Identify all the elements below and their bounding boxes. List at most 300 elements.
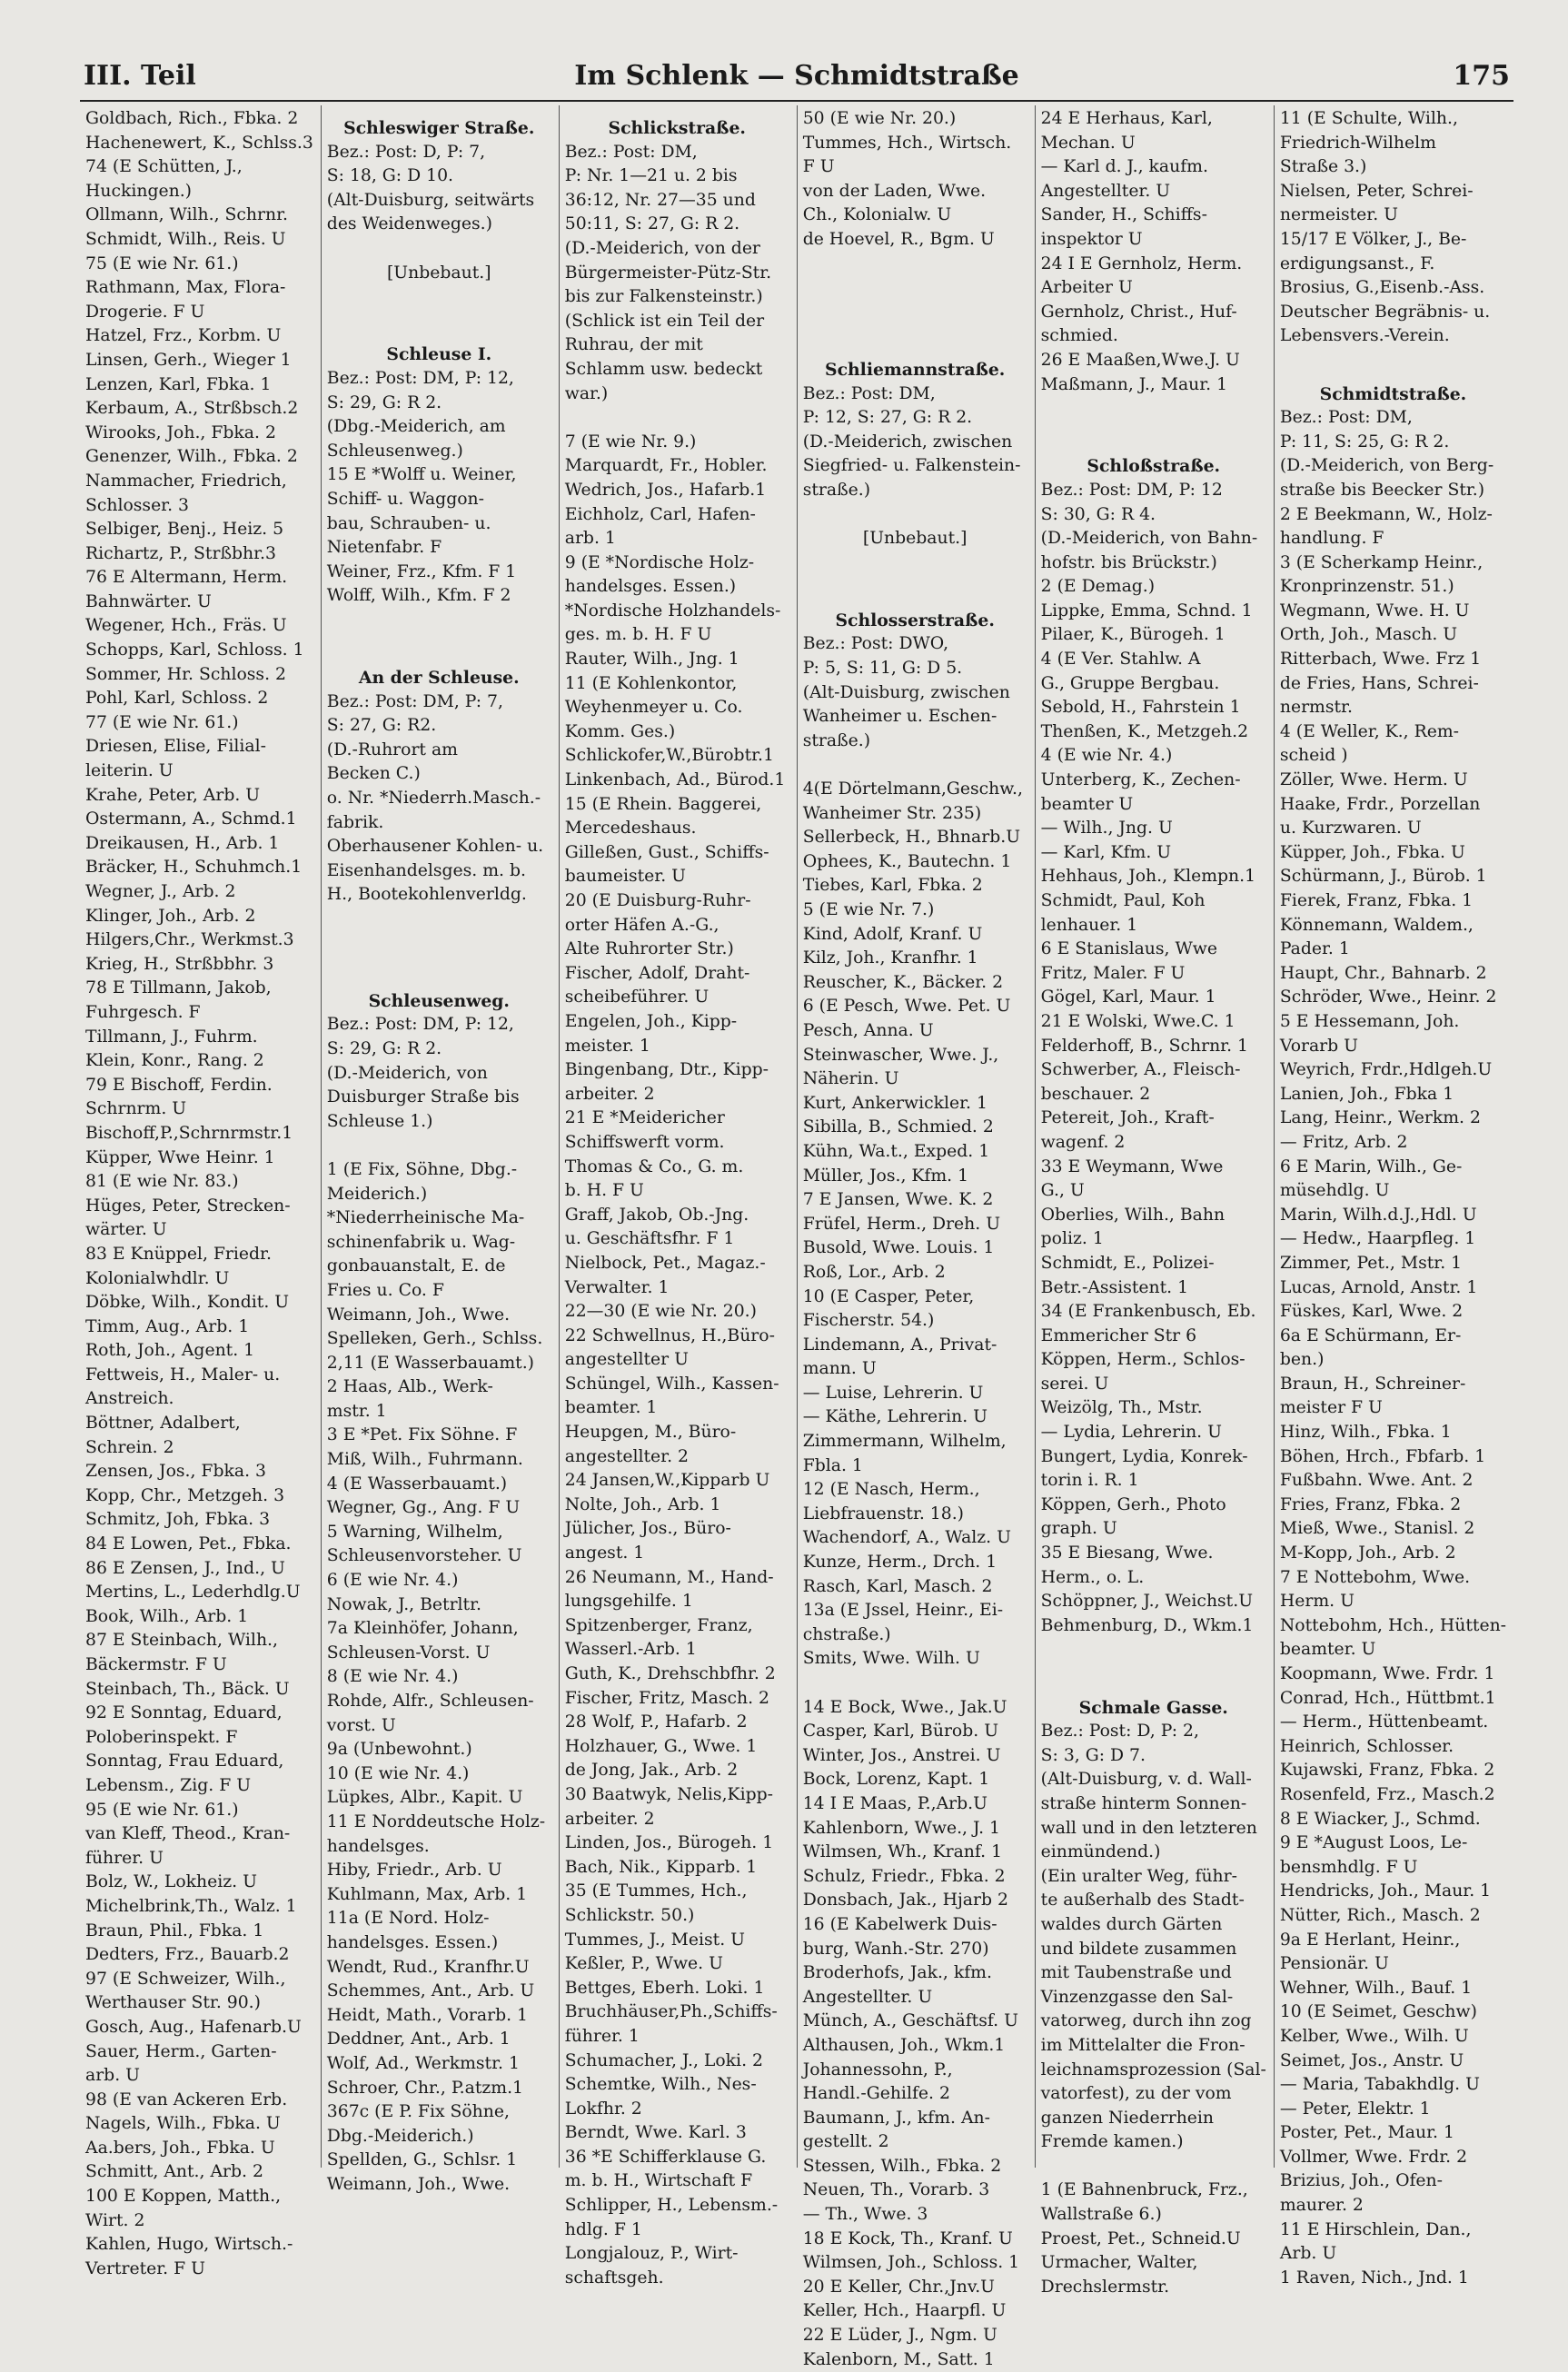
directory-line: Mechan. U <box>1040 133 1136 153</box>
directory-line: Fries, Franz, Fbka. 2 <box>1279 1494 1462 1514</box>
directory-line: mstr. 1 <box>326 1401 387 1421</box>
directory-line: 15 E *Wolff u. Weiner, <box>326 465 517 485</box>
directory-line: ben.) <box>1279 1350 1325 1370</box>
directory-line: Spellden, G., Schlsr. 1 <box>326 2150 518 2170</box>
directory-line: poliz. 1 <box>1040 1229 1104 1249</box>
directory-line: Wegner, Gg., Ang. F U <box>326 1498 521 1518</box>
directory-line: Sebold, H., Fahrstein 1 <box>1040 698 1241 718</box>
directory-line: P: 5, S: 11, G: D 5. <box>802 659 963 679</box>
directory-line: angestellter U <box>564 1350 689 1370</box>
directory-line: 18 E Kock, Th., Kranf. U <box>802 2228 1013 2248</box>
directory-line: Schleuse 1.) <box>326 1111 433 1131</box>
directory-line: Köppen, Herm., Schlos- <box>1040 1350 1245 1370</box>
directory-line: — Lydia, Lehrerin. U <box>1040 1423 1222 1443</box>
directory-line <box>327 237 551 262</box>
directory-line: S: 3, G: D 7. <box>1040 1745 1146 1765</box>
directory-line: Bahnwärter. U <box>85 591 212 611</box>
directory-line: Schmidt, E., Polizei- <box>1040 1253 1215 1273</box>
directory-line: Krahe, Peter, Arb. U <box>85 785 261 805</box>
directory-line: Pensionär. U <box>1279 1954 1389 1974</box>
directory-line: Eisenhandelsges. m. b. <box>326 860 526 880</box>
directory-line: 100 E Koppen, Matth., <box>85 2187 282 2207</box>
directory-line: Gilleßen, Gust., Schiffs- <box>564 842 769 862</box>
directory-line: Wilmsen, Joh., Schloss. 1 <box>802 2253 1020 2273</box>
directory-line: Fischerstr. 54.) <box>802 1311 935 1331</box>
column-6 <box>1275 105 1513 2288</box>
directory-line: 5 Warning, Wilhelm, <box>326 1522 503 1542</box>
directory-line: ganzen Niederrhein <box>1040 2108 1215 2128</box>
directory-line: Schlosserstraße. <box>835 610 995 630</box>
directory-line: meister F U <box>1279 1398 1383 1418</box>
directory-line: Braun, H., Schreiner- <box>1279 1374 1466 1394</box>
directory-line: Wilmsen, Wh., Kranf. 1 <box>802 1842 1003 1862</box>
directory-line: Heupgen, M., Büro- <box>564 1423 737 1443</box>
directory-line: 74 (E Schütten, J., <box>85 157 243 177</box>
directory-line: Bischoff,P.,Schrnrmstr.1 <box>85 1123 293 1143</box>
directory-line: 11a (E Nord. Holz- <box>326 1909 490 1929</box>
directory-line: Spitzenberger, Franz, <box>564 1615 753 1635</box>
directory-line: Haupt, Chr., Bahnarb. 2 <box>1279 963 1487 983</box>
directory-line: Schemmes, Ant., Arb. U <box>326 1981 535 2001</box>
directory-line: Busold, Wwe. Louis. 1 <box>802 1238 995 1258</box>
directory-line: Bolz, W., Lokheiz. U <box>85 1872 257 1892</box>
directory-line: Lenzen, Karl, Fbka. 1 <box>85 374 272 394</box>
directory-line: Lanien, Joh., Fbka 1 <box>1279 1084 1454 1104</box>
directory-line: Nielsen, Peter, Schrei- <box>1279 181 1474 201</box>
directory-line: Becken C.) <box>326 764 421 784</box>
directory-line: Neuen, Th., Vorarb. 3 <box>802 2180 990 2200</box>
directory-line: bau, Schrauben- u. <box>326 513 491 533</box>
directory-line: G., U <box>1040 1181 1085 1201</box>
directory-line: 9a (Unbewohnt.) <box>326 1740 472 1760</box>
directory-line: Kolonialwhdlr. U <box>85 1268 230 1288</box>
directory-line <box>1041 1638 1266 1662</box>
directory-line: Angestellter. U <box>802 1987 933 2007</box>
directory-line: Ollmann, Wilh., Schrnr. <box>85 205 288 225</box>
directory-line: Wegmann, Wwe. H. U <box>1279 600 1470 620</box>
directory-line: Gernholz, Christ., Huf- <box>1040 302 1237 322</box>
directory-line: Wegener, Hch., Fräs. U <box>85 616 287 636</box>
directory-line: Pilaer, K., Bürogeh. 1 <box>1040 625 1226 645</box>
directory-line: Wirt. 2 <box>85 2210 145 2230</box>
directory-line: Rohde, Alfr., Schleusen- <box>326 1692 534 1711</box>
directory-line: Hilgers,Chr., Werkmst.3 <box>85 930 294 950</box>
directory-line: Heinrich, Schlosser. <box>1279 1736 1454 1756</box>
directory-line: (D.-Ruhrort am <box>326 739 458 759</box>
directory-line: Althausen, Joh., Wkm.1 <box>802 2035 1006 2055</box>
directory-line <box>1041 2155 1266 2179</box>
directory-line: (Schlick ist ein Teil der <box>564 311 765 331</box>
directory-line: Miß, Wilh., Fuhrmann. <box>326 1450 523 1470</box>
directory-line: Schlickstr. 50.) <box>564 1905 695 1925</box>
directory-line: Ruhrau, der mit <box>564 335 703 355</box>
directory-line: u. Kurzwaren. U <box>1279 819 1422 839</box>
directory-line: angest. 1 <box>564 1543 645 1563</box>
directory-line: leichnamsprozession (Sal- <box>1040 2059 1266 2079</box>
directory-line: 36 *E Schifferklause G. <box>564 2147 767 2167</box>
directory-line: 14 I E Maas, P.,Arb.U <box>802 1793 987 1813</box>
directory-line: Wallstraße 6.) <box>1040 2205 1162 2225</box>
directory-line: müsehdlg. U <box>1279 1181 1390 1201</box>
directory-line: Nammacher, Friedrich, <box>85 471 287 491</box>
directory-line: Petereit, Joh., Kraft- <box>1040 1108 1215 1128</box>
directory-line: Brizius, Joh., Ofen- <box>1279 2171 1443 2191</box>
directory-line: Reuscher, K., Bäcker. 2 <box>802 972 1004 992</box>
directory-line: 3 (E Scherkamp Heinr., <box>1279 552 1484 572</box>
directory-line: 20 (E Duisburg-Ruhr- <box>564 891 751 910</box>
directory-line: 21 E *Meidericher <box>564 1108 725 1128</box>
directory-line: *Nordische Holzhandels- <box>564 600 781 620</box>
directory-line: Lippke, Emma, Schnd. 1 <box>1040 600 1253 620</box>
directory-line: Bez.: Post: DM, P: 12 <box>1040 480 1223 500</box>
directory-line: — Fritz, Arb. 2 <box>1279 1132 1408 1152</box>
directory-line: Küpper, Joh., Fbka. U <box>1279 842 1465 862</box>
directory-line: (Alt-Duisburg, zwischen <box>802 682 1010 702</box>
directory-line: P: 11, S: 25, G: R 2. <box>1279 432 1450 452</box>
directory-line: Holzhauer, G., Wwe. 1 <box>564 1736 758 1756</box>
directory-line: Bingenbang, Dtr., Kipp- <box>564 1060 769 1080</box>
directory-line: Schlickofer,W.,Bürobtr.1 <box>564 746 774 766</box>
directory-line: maurer. 2 <box>1279 2196 1364 2216</box>
directory-line: leiterin. U <box>85 761 174 781</box>
directory-line: Donsbach, Jak., Hjarb 2 <box>802 1891 1008 1911</box>
directory-line: arb. 1 <box>564 529 616 549</box>
directory-line: Johannessohn, P., <box>802 2059 953 2079</box>
directory-line: Drogerie. F U <box>85 302 205 322</box>
directory-line: Duisburger Straße bis <box>326 1087 520 1107</box>
directory-line: fabrik. <box>326 812 384 832</box>
directory-line: Müller, Jos., Kfm. 1 <box>802 1166 969 1186</box>
directory-line: Wanheimer Str. 235) <box>802 803 982 823</box>
directory-line: Ch., Kolonialw. U <box>802 205 952 225</box>
directory-line <box>327 932 551 957</box>
directory-line: angestellter. 2 <box>564 1446 689 1466</box>
directory-line: Tummes, Hch., Wirtsch. <box>802 133 1012 153</box>
directory-line: Timm, Aug., Arb. 1 <box>85 1316 250 1336</box>
directory-line: Böttner, Adalbert, <box>85 1414 241 1434</box>
directory-line: Schlickstraße. <box>608 118 746 138</box>
directory-line: vorst. U <box>326 1715 396 1735</box>
directory-line: Broderhofs, Jak., kfm. <box>802 1963 992 1983</box>
directory-line: Wendt, Rud., Kranfhr.U <box>326 1957 530 1977</box>
directory-line: Schwerber, A., Fleisch- <box>1040 1060 1241 1080</box>
directory-line: 6a E Schürmann, Er- <box>1279 1325 1462 1345</box>
directory-line: (Ein uralter Weg, führ- <box>1040 1866 1237 1886</box>
directory-line: Tillmann, J., Fuhrm. <box>85 1027 258 1047</box>
directory-line: 1 Raven, Nich., Jnd. 1 <box>1279 2268 1469 2288</box>
directory-line: 83 E Knüppel, Friedr. <box>85 1244 272 1264</box>
directory-line: Wanheimer u. Eschen- <box>802 707 997 727</box>
directory-line: Sander, H., Schiffs- <box>1040 205 1207 225</box>
directory-line: Behmenburg, D., Wkm.1 <box>1040 1615 1254 1635</box>
directory-line: ges. m. b. H. F U <box>564 625 712 645</box>
directory-line: 15/17 E Völker, J., Be- <box>1279 229 1467 249</box>
directory-line: gonbauanstalt, E. de <box>326 1256 506 1276</box>
directory-line: Könnemann, Waldem., <box>1279 915 1474 935</box>
directory-line: Bäckermstr. F U <box>85 1655 227 1674</box>
directory-line: wagenf. 2 <box>1040 1132 1126 1152</box>
directory-line: Tiebes, Karl, Fbka. 2 <box>802 876 983 896</box>
directory-line: S: 29, G: R 2. <box>326 1038 442 1058</box>
directory-line: 11 E Hirschlein, Dan., <box>1279 2219 1472 2239</box>
directory-line: handelsges. Essen.) <box>564 577 737 597</box>
directory-line: Roß, Lor., Arb. 2 <box>802 1262 946 1282</box>
directory-line: Wegner, J., Arb. 2 <box>85 882 236 901</box>
directory-line <box>327 285 551 310</box>
directory-line: 26 Neumann, M., Hand- <box>564 1567 774 1587</box>
directory-line: Aa.bers, Joh., Fbka. U <box>85 2138 275 2158</box>
directory-line: Heidt, Math., Vorarb. 1 <box>326 2005 528 2025</box>
directory-line: Klein, Konr., Rang. 2 <box>85 1051 264 1071</box>
directory-line: Seimet, Jos., Anstr. U <box>1279 2050 1464 2070</box>
directory-line <box>327 632 551 657</box>
directory-line: Weimann, Joh., Wwe. <box>326 2174 511 2194</box>
directory-line: Braun, Phil., Fbka. 1 <box>85 1920 264 1940</box>
directory-line: Genenzer, Wilh., Fbka. 2 <box>85 447 298 467</box>
directory-line <box>1041 422 1266 446</box>
directory-line: Vorarb U <box>1279 1036 1358 1056</box>
directory-line: Drechslermstr. <box>1040 2277 1170 2297</box>
directory-line: Lebensvers.-Verein. <box>1279 326 1450 346</box>
directory-line: Bez.: Post: DM, <box>802 383 936 403</box>
directory-line: Steinwascher, Wwe. J., <box>802 1045 999 1065</box>
directory-line: Hendricks, Joh., Maur. 1 <box>1279 1881 1492 1901</box>
directory-line: 367c (E P. Fix Söhne, <box>326 2102 510 2122</box>
directory-line: 4 (E Ver. Stahlw. A <box>1040 650 1201 670</box>
directory-line: lungsgehilfe. 1 <box>564 1592 693 1612</box>
directory-line: Bez.: Post: D, P: 7, <box>326 142 486 162</box>
directory-line: Angestellter. U <box>1040 181 1171 201</box>
directory-line: Schleswiger Straße. <box>343 118 535 138</box>
directory-line: Schulz, Friedr., Fbka. 2 <box>802 1866 1006 1886</box>
directory-line: 97 (E Schweizer, Wilh., <box>85 1969 286 1989</box>
directory-line: Oberlies, Wilh., Bahn <box>1040 1205 1226 1225</box>
directory-line: Schüngel, Wilh., Kassen- <box>564 1374 779 1394</box>
directory-line: Pohl, Karl, Schloss. 2 <box>85 689 269 709</box>
directory-line: 24 I E Gernholz, Herm. <box>1040 253 1243 273</box>
directory-line: 3 E *Pet. Fix Söhne. F <box>326 1425 518 1445</box>
directory-line: Vertreter. F U <box>85 2258 205 2278</box>
directory-line: Herm., o. L. <box>1040 1567 1145 1587</box>
page-header <box>80 56 1513 102</box>
directory-line: H., Bootekohlenverldg. <box>326 885 527 905</box>
directory-line: mann. U <box>802 1359 877 1379</box>
directory-line: beamter. U <box>1279 1640 1376 1660</box>
directory-line: Wedrich, Jos., Hafarb.1 <box>564 480 767 500</box>
directory-line: bensmhdlg. F U <box>1279 1857 1418 1877</box>
directory-line: Nowak, J., Betrltr. <box>326 1594 481 1614</box>
directory-line: baumeister. U <box>564 867 686 887</box>
directory-line: Friedrich-Wilhelm <box>1279 133 1436 153</box>
directory-line: Kopp, Chr., Metzgeh. 3 <box>85 1485 285 1505</box>
directory-line: Lindemann, A., Privat- <box>802 1335 997 1355</box>
directory-line: — Wilh., Jng. U <box>1040 819 1173 839</box>
directory-line <box>803 1672 1027 1696</box>
directory-line: Bez.: Post: DM, P: 7, <box>326 691 503 711</box>
directory-line: Engelen, Joh., Kipp- <box>564 1011 738 1031</box>
directory-line: Schlosser. 3 <box>85 495 189 515</box>
directory-line: Michelbrink,Th., Walz. 1 <box>85 1896 297 1916</box>
directory-line: Sauer, Herm., Garten- <box>85 2041 277 2061</box>
directory-line: Bez.: Post: DM, P: 12, <box>326 1015 514 1035</box>
directory-line: Bock, Lorenz, Kapt. 1 <box>802 1770 990 1790</box>
directory-line: Hatzel, Frz., Korbm. U <box>85 326 282 346</box>
directory-line: Fbla. 1 <box>802 1455 863 1475</box>
directory-line: Münch, A., Geschäftsf. U <box>802 2011 1018 2031</box>
directory-line: serei. U <box>1040 1374 1109 1394</box>
directory-line: 16 (E Kabelwerk Duis- <box>802 1914 997 1934</box>
directory-line: Bez.: Post: DM, <box>1279 408 1413 428</box>
directory-line: Bräcker, H., Schuhmch.1 <box>85 858 303 878</box>
directory-line <box>327 609 551 633</box>
directory-line: 50 (E wie Nr. 20.) <box>802 109 957 128</box>
directory-line: Winter, Jos., Anstrei. U <box>802 1745 1001 1765</box>
directory-line: 8 E Wiacker, J., Schmd. <box>1279 1809 1481 1829</box>
directory-line: Rasch, Karl, Masch. 2 <box>802 1576 993 1596</box>
directory-line <box>1041 1662 1266 1687</box>
directory-line: Anstreich. <box>85 1389 174 1409</box>
directory-line <box>1041 397 1266 422</box>
directory-line: Werthauser Str. 90.) <box>85 1993 261 2013</box>
column-4 <box>798 105 1036 2369</box>
directory-line: Oberhausener Kohlen- u. <box>326 837 544 857</box>
directory-line: Kühn, Wa.t., Exped. 1 <box>802 1141 990 1161</box>
directory-line: waldes durch Gärten <box>1040 1914 1223 1934</box>
directory-line: 6 (E Pesch, Wwe. Pet. U <box>802 997 1011 1017</box>
directory-line: handelsges. <box>326 1836 430 1856</box>
directory-line: — Herm., Hüttenbeamt. <box>1279 1712 1489 1732</box>
directory-line: S: 29, G: R 2. <box>326 392 442 412</box>
directory-line: chstraße.) <box>802 1624 891 1644</box>
directory-line: 10 (E wie Nr. 4.) <box>326 1763 470 1783</box>
column-1 <box>80 105 322 2278</box>
directory-line: 24 Jansen,W.,Kipparb U <box>564 1471 770 1491</box>
directory-line: (D.-Meiderich, von <box>326 1063 488 1083</box>
directory-line: vatorweg, durch ihn zog <box>1040 2011 1252 2031</box>
directory-line: 22 E Lüder, J., Ngm. U <box>802 2326 997 2346</box>
directory-line: Handl.-Gehilfe. 2 <box>802 2084 950 2104</box>
directory-line <box>803 253 1027 277</box>
directory-line: 4(E Dörtelmann,Geschw., <box>802 779 1023 799</box>
directory-line: 15 (E Rhein. Baggerei, <box>564 794 762 814</box>
directory-line: Graff, Jakob, Ob.-Jng. <box>564 1205 749 1225</box>
directory-line: Nagels, Wilh., Fbka. U <box>85 2114 281 2134</box>
directory-line: Stessen, Wilh., Fbka. 2 <box>802 2156 1002 2176</box>
directory-line: Richartz, P., Strßbhr.3 <box>85 543 276 563</box>
directory-line: Schopps, Karl, Schloss. 1 <box>85 640 304 660</box>
directory-line: 6 E Stanislaus, Wwe <box>1040 939 1217 959</box>
directory-line: straße hinterm Sonnen- <box>1040 1793 1247 1813</box>
directory-line: 7 E Nottebohm, Wwe. <box>1279 1567 1471 1587</box>
directory-line: Schliemannstraße. <box>825 359 1006 380</box>
directory-line <box>803 575 1027 600</box>
directory-line: (D.-Meiderich, von Berg- <box>1279 456 1494 476</box>
directory-line: An der Schleuse. <box>358 668 520 689</box>
directory-line: Schloßstraße. <box>1087 456 1221 477</box>
directory-line: straße bis Beecker Str.) <box>1279 480 1485 500</box>
directory-line: 76 E Altermann, Herm. <box>85 568 288 588</box>
directory-line: Dbg.-Meiderich.) <box>326 2126 474 2146</box>
directory-line: P: Nr. 1—21 u. 2 bis <box>564 166 738 186</box>
directory-line: Kurt, Ankerwickler. 1 <box>802 1093 987 1113</box>
directory-line: Longjalouz, P., Wirt- <box>564 2244 739 2264</box>
directory-line: 30 Baatwyk, Nelis,Kipp- <box>564 1784 773 1804</box>
directory-line: Emmericher Str 6 <box>1040 1325 1197 1345</box>
directory-line: beamter. 1 <box>564 1398 658 1418</box>
directory-line: Küpper, Wwe Heinr. 1 <box>85 1147 275 1167</box>
directory-line: Felderhoff, B., Schrnr. 1 <box>1040 1036 1248 1056</box>
directory-line: führer. U <box>85 1848 164 1868</box>
directory-line: Linden, Jos., Bürogeh. 1 <box>564 1833 774 1853</box>
directory-line: wärter. U <box>85 1220 167 1240</box>
directory-line: Sibilla, B., Schmied. 2 <box>802 1117 994 1137</box>
directory-line: 95 (E wie Nr. 61.) <box>85 1800 239 1820</box>
directory-line: inspektor U <box>1040 229 1143 249</box>
directory-columns <box>80 105 1513 2369</box>
directory-line: [Unbebaut.] <box>862 529 968 549</box>
directory-line: 24 E Herhaus, Karl, <box>1040 109 1213 128</box>
directory-line: Näherin. U <box>802 1069 899 1089</box>
directory-line: — Karl d. J., kaufm. <box>1040 157 1208 177</box>
directory-line: o. Nr. *Niederrh.Masch.- <box>326 789 541 809</box>
directory-line: Bez.: Post: D, P: 2, <box>1040 1722 1199 1742</box>
directory-line <box>803 324 1027 349</box>
directory-line: Schleusen-Vorst. U <box>326 1643 491 1662</box>
directory-line: Selbiger, Benj., Heiz. 5 <box>85 520 284 540</box>
directory-line: Füskes, Karl, Wwe. 2 <box>1279 1302 1464 1322</box>
directory-line: Schmidt, Paul, Koh <box>1040 891 1206 910</box>
directory-line: Schöppner, J., Weichst.U <box>1040 1592 1254 1612</box>
directory-line: 84 E Lowen, Pet., Fbka. <box>85 1534 292 1554</box>
directory-line: 86 E Zensen, J., Ind., U <box>85 1558 285 1578</box>
directory-line: Poster, Pet., Maur. 1 <box>1279 2123 1454 2143</box>
directory-line: Schmitt, Ant., Arb. 2 <box>85 2162 263 2182</box>
directory-line: Deutscher Begräbnis- u. <box>1279 302 1491 322</box>
directory-line <box>327 956 551 980</box>
directory-line: (D.-Meiderich, zwischen <box>802 432 1013 452</box>
directory-line: Wolff, Wilh., Kfm. F 2 <box>326 586 511 606</box>
directory-line: 10 (E Casper, Peter, <box>802 1286 975 1306</box>
directory-line: scheibeführer. U <box>564 988 710 1007</box>
directory-line: hofstr. bis Brückstr.) <box>1040 552 1217 572</box>
directory-line: arb. U <box>85 2066 140 2086</box>
directory-line: Schumacher, J., Loki. 2 <box>564 2050 763 2070</box>
directory-line <box>803 753 1027 778</box>
directory-line: u. Geschäftsfhr. F 1 <box>564 1229 735 1249</box>
directory-line: Ophees, K., Bautechn. 1 <box>802 851 1012 871</box>
directory-line: — Luise, Lehrerin. U <box>802 1383 984 1403</box>
directory-line: Jülicher, Jos., Büro- <box>564 1519 731 1539</box>
directory-line: Schlamm usw. bedeckt <box>564 359 763 379</box>
directory-line: vatorfest), zu der vom <box>1040 2084 1232 2104</box>
directory-line: Zimmer, Pet., Mstr. 1 <box>1279 1253 1463 1273</box>
directory-line: meister. 1 <box>564 1036 650 1056</box>
directory-line: Pesch, Anna. U <box>802 1020 934 1040</box>
directory-line <box>803 551 1027 576</box>
directory-line: hdlg. F 1 <box>564 2219 642 2239</box>
directory-line: 10 (E Seimet, Geschw) <box>1279 2002 1477 2022</box>
directory-line: Alte Ruhrorter Str.) <box>564 939 734 959</box>
directory-line: Ostermann, A., Schmd.1 <box>85 809 297 829</box>
directory-line: *Niederrheinische Ma- <box>326 1208 525 1228</box>
directory-line: 6 E Marin, Wilh., Ge- <box>1279 1156 1463 1176</box>
directory-line: Marquardt, Fr., Hobler. <box>564 456 768 476</box>
directory-line: Sonntag, Frau Eduard, <box>85 1752 284 1772</box>
directory-line: Kalenborn, M., Satt. 1 <box>802 2349 995 2369</box>
directory-line: Fuhrgesch. F <box>85 1002 201 1022</box>
directory-line: Hehhaus, Joh., Klempn.1 <box>1040 867 1256 887</box>
directory-line: (D.-Meiderich, von der <box>564 238 760 258</box>
